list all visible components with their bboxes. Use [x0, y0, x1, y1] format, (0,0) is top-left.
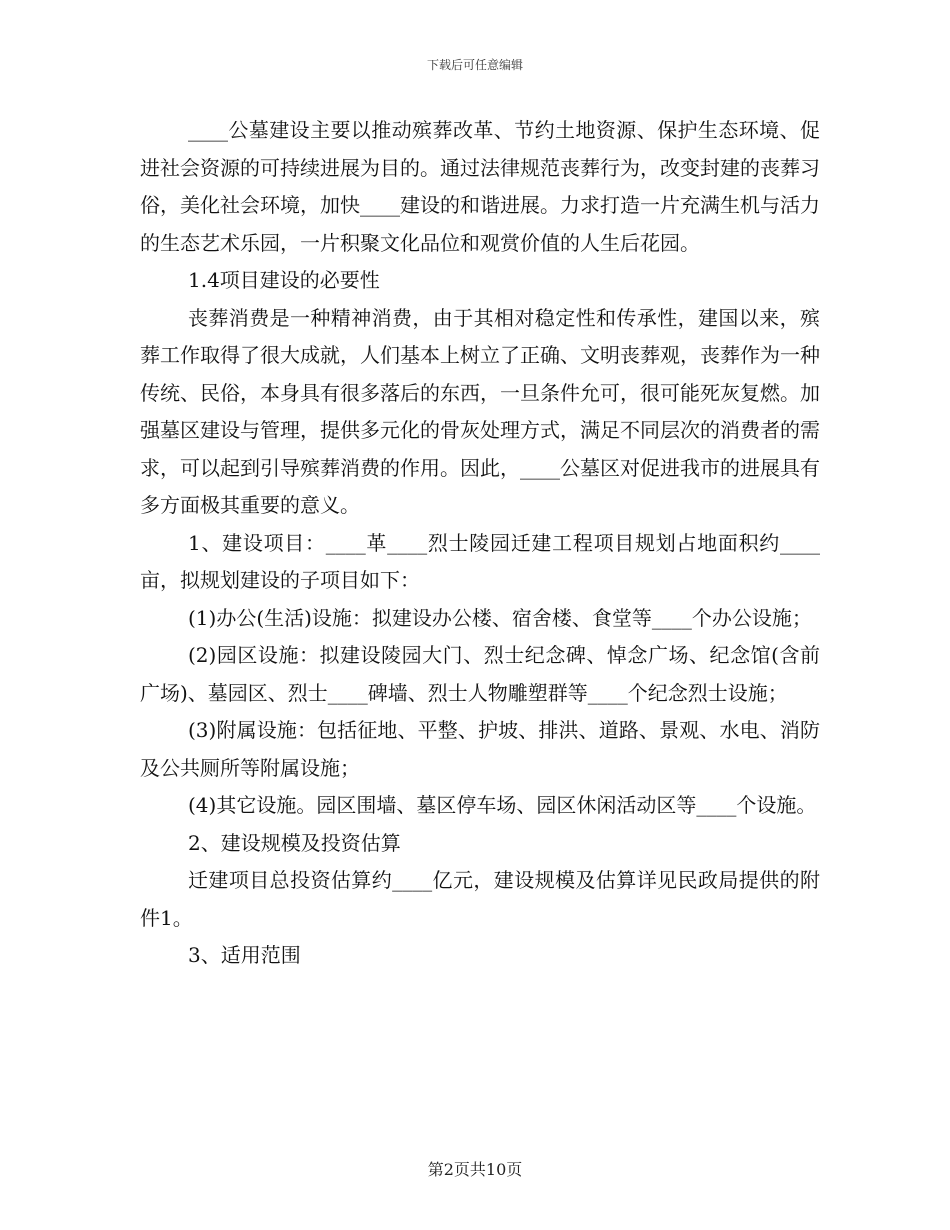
paragraph: 丧葬消费是一种精神消费，由于其相对稳定性和传承性，建国以来，殡葬工作取得了很大成就，人们基本上树立了正确、文明丧葬观，丧葬作为一种传统、民俗，本身具有很多落后的东西，一旦条件允可，很可能死灰复燃。加强墓区建设与管理，提供多元化的骨灰处理方式，满足不同层次的消费者的需求，可以起到引导殡葬消费的作用。因此，____公墓区对促进我市的进展具有多方面极其重要的意义。 — [140, 305, 820, 517]
section-heading: 2、建设规模及投资估算 — [188, 830, 401, 855]
page-header-note: 下载后可任意编辑 — [426, 58, 523, 72]
section-heading: 1.4项目建设的必要性 — [188, 268, 380, 292]
paragraph: 迁建项目总投资估算约____亿元，建设规模及估算详见民政局提供的附件1。 — [140, 868, 820, 930]
list-item: (1)办公(生活)设施：拟建设办公楼、宿舍楼、食堂等____个办公设施； — [188, 605, 812, 630]
list-item: (4)其它设施。园区围墙、墓区停车场、园区休闲活动区等____个设施。 — [188, 793, 817, 817]
page-footer-number: 第2页共10页 — [427, 1160, 523, 1179]
section-heading: 1、建设项目：____革____烈士陵园迁建工程项目规划占地面积约____亩，拟规划建设的子项目如下： — [140, 530, 820, 592]
list-item: (2)园区设施：拟建设陵园大门、烈士纪念碑、悼念广场、纪念馆(含前广场)、墓园区、烈士____碑墙、烈士人物雕塑群等____个纪念烈士设施； — [140, 643, 820, 705]
section-heading: 3、适用范围 — [188, 943, 301, 967]
document-body — [140, 112, 820, 975]
paragraph: ____公墓建设主要以推动殡葬改革、节约土地资源、保护生态环境、促进社会资源的可持续进展为目的。通过法律规范丧葬行为，改变封建的丧葬习俗，美化社会环境，加快____建设的和谐进展。力求打造一片充满生机与活力的生态艺术乐园，一片积聚文化品位和观赏价值的人生后花园。 — [140, 118, 820, 255]
list-item: (3)附属设施：包括征地、平整、护坡、排洪、道路、景观、水电、消防及公共厕所等附属设施； — [140, 718, 820, 780]
